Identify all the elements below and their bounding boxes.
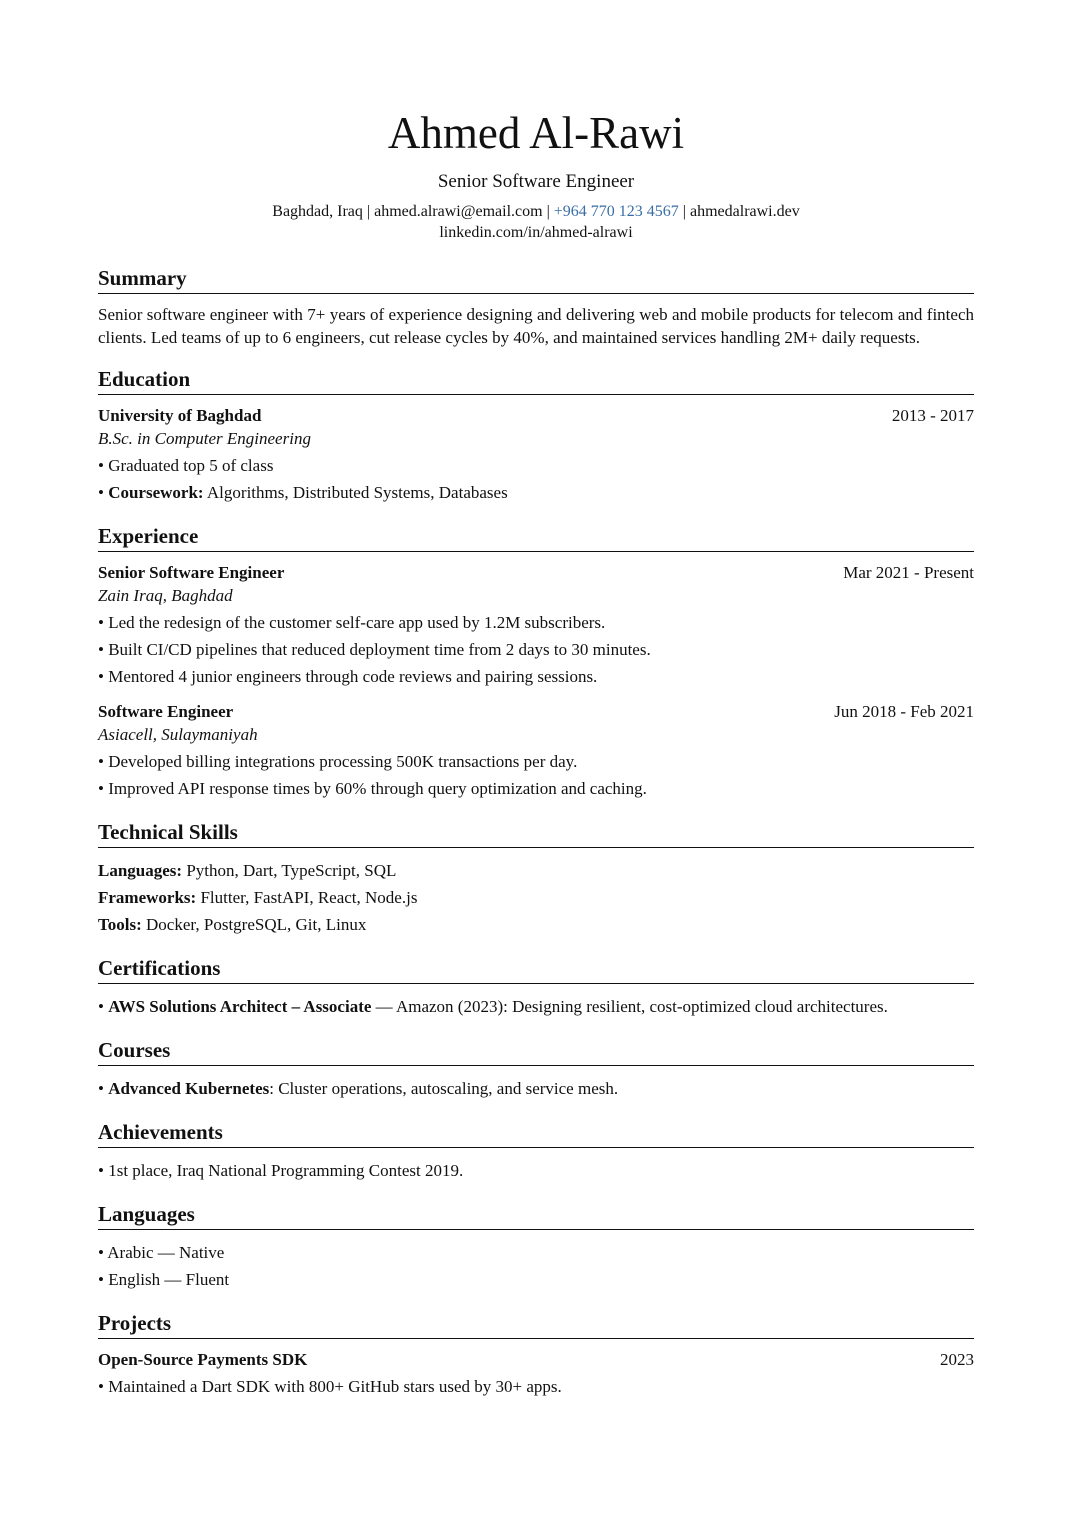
section-body [98, 561, 974, 802]
skill-line [98, 911, 974, 938]
job-role: Software Engineer [98, 702, 234, 721]
skill-value: Flutter, FastAPI, React, Node.js [196, 888, 418, 907]
bullet-marker: • [98, 483, 109, 502]
list-item: • English — Fluent [98, 1270, 230, 1289]
section-heading: Certifications [98, 955, 974, 984]
section-heading: Technical Skills [98, 819, 974, 848]
contact-separator: | [362, 203, 375, 220]
contact-line [98, 201, 974, 222]
list-item: • Maintained a Dart SDK with 800+ GitHub stars used by 30+ apps. [98, 1377, 562, 1396]
summary-section [98, 265, 974, 349]
list-item: • Mentored 4 junior engineers through code reviews and pairing sessions. [98, 667, 598, 686]
section-heading: Summary [98, 265, 974, 294]
achievements-section [98, 1119, 974, 1184]
bullet-marker: • [98, 1079, 109, 1098]
certification-name: AWS Solutions Architect – Associate [108, 997, 372, 1016]
project-entry [98, 1348, 974, 1400]
job-entry [98, 700, 974, 802]
project-year: 2023 [940, 1350, 974, 1369]
experience-section [98, 523, 974, 802]
resume-header [98, 104, 974, 243]
job-role: Senior Software Engineer [98, 563, 285, 582]
entry-head [98, 404, 974, 427]
section-body [98, 1075, 974, 1102]
skill-value: Python, Dart, TypeScript, SQL [182, 861, 397, 880]
list-item: • Improved API response times by 60% through query optimization and caching. [98, 779, 647, 798]
contact-separator: | [678, 203, 690, 220]
section-heading: Education [98, 366, 974, 395]
list-item: • 1st place, Iraq National Programming Contest 2019. [98, 1161, 464, 1180]
course-name: Advanced Kubernetes [108, 1079, 270, 1098]
job-dates: Mar 2021 - Present [843, 563, 974, 582]
course-detail: : Cluster operations, autoscaling, and service mesh. [269, 1079, 619, 1098]
degree: B.Sc. in Computer Engineering [98, 429, 311, 448]
entry-head [98, 1348, 974, 1371]
section-body [98, 1348, 974, 1400]
skill-line [98, 884, 974, 911]
contact-website[interactable]: ahmedalrawi.dev [690, 203, 800, 220]
languages-section [98, 1201, 974, 1293]
skill-label: Frameworks: [98, 888, 197, 907]
education-dates: 2013 - 2017 [891, 406, 974, 425]
list-item: • Led the redesign of the customer self-care app used by 1.2M subscribers. [98, 613, 606, 632]
education-entry [98, 404, 974, 506]
list-item [98, 993, 974, 1020]
contact-email[interactable]: ahmed.alrawi@email.com [374, 203, 543, 220]
section-body [98, 1239, 974, 1293]
list-item: • Arabic — Native [98, 1243, 225, 1262]
project-bullets [98, 1373, 974, 1400]
job-company: Zain Iraq, Baghdad [98, 586, 233, 605]
education-bullets [98, 452, 974, 506]
skills-section [98, 819, 974, 938]
section-body [98, 857, 974, 938]
skill-value: Docker, PostgreSQL, Git, Linux [141, 915, 367, 934]
list-item: • Built CI/CD pipelines that reduced deployment time from 2 days to 30 minutes. [98, 640, 651, 659]
job-entry [98, 561, 974, 690]
school-name: University of Baghdad [98, 406, 262, 425]
contact-separator: | [542, 203, 554, 220]
education-section [98, 366, 974, 506]
contact-linkedin[interactable]: linkedin.com/in/ahmed-alrawi [439, 224, 633, 241]
section-heading: Courses [98, 1037, 974, 1066]
certifications-section [98, 955, 974, 1020]
section-heading: Projects [98, 1310, 974, 1339]
section-heading: Achievements [98, 1119, 974, 1148]
list-item: • Developed billing integrations processing 500K transactions per day. [98, 752, 578, 771]
certification-detail: — Amazon (2023): Designing resilient, cost-optimized cloud architectures. [371, 997, 888, 1016]
bullet-bold-label: Coursework: [108, 483, 204, 502]
summary-text: Senior software engineer with 7+ years of experience designing and delivering web and mobile products for telecom and fintech clients. Led teams of up to 6 engineers, cut release cycles by 40%, and maintained services handling 2M+ daily requests. [98, 305, 974, 347]
bullet-text: Algorithms, Distributed Systems, Databases [203, 483, 508, 502]
bullet-marker: • [98, 997, 109, 1016]
section-heading: Experience [98, 523, 974, 552]
project-name: Open-Source Payments SDK [98, 1350, 308, 1369]
list-item [98, 1075, 974, 1102]
candidate-title: Senior Software Engineer [437, 171, 635, 192]
skill-line [98, 857, 974, 884]
section-body [98, 404, 974, 506]
skill-label: Tools: [98, 915, 142, 934]
bullet-marker: • [98, 456, 109, 475]
section-body [98, 993, 974, 1020]
list-item [98, 479, 974, 506]
contact-location: Baghdad, Iraq [272, 203, 363, 220]
entry-head [98, 561, 974, 584]
section-heading: Languages [98, 1201, 974, 1230]
job-company: Asiacell, Sulaymaniyah [98, 725, 258, 744]
section-body [98, 1157, 974, 1184]
job-bullets [98, 748, 974, 802]
bullet-text: Graduated top 5 of class [108, 456, 274, 475]
candidate-name: Ahmed Al-Rawi [387, 108, 685, 158]
contact-linkedin-line [98, 222, 974, 243]
list-item [98, 452, 974, 479]
skill-label: Languages: [98, 861, 183, 880]
job-bullets [98, 609, 974, 690]
section-body [98, 303, 974, 349]
projects-section [98, 1310, 974, 1400]
job-dates: Jun 2018 - Feb 2021 [834, 702, 974, 721]
courses-section [98, 1037, 974, 1102]
contact-phone-link[interactable]: +964 770 123 4567 [553, 203, 679, 220]
entry-head [98, 700, 974, 723]
